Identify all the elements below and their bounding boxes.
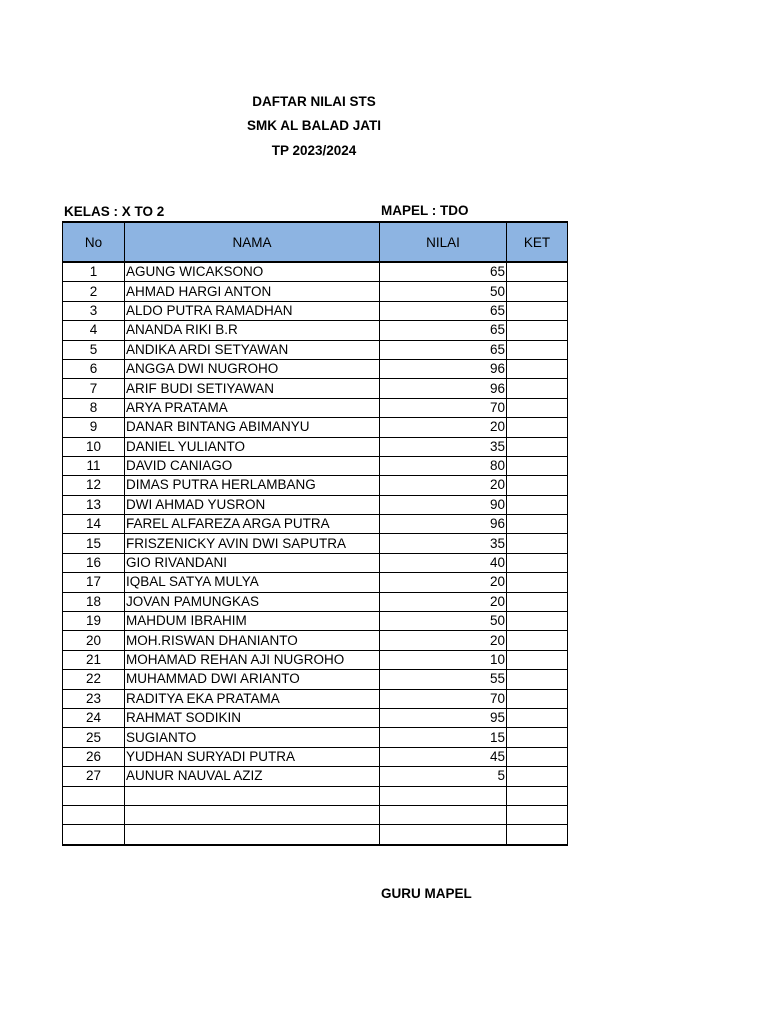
column-header-no: No [63,222,125,262]
table-row [63,689,568,708]
grades-table [62,221,568,846]
cell-nilai: 65 [380,262,507,282]
cell-nilai [380,805,507,824]
cell-nama: JOVAN PAMUNGKAS [125,592,380,611]
cell-nilai: 35 [380,534,507,553]
cell-nilai: 96 [380,359,507,378]
cell-nama: SUGIANTO [125,728,380,747]
cell-no: 4 [63,321,125,340]
cell-ket [507,631,568,650]
cell-nama [125,805,380,824]
cell-nilai: 96 [380,379,507,398]
cell-nama [125,786,380,805]
cell-nama: YUDHAN SURYADI PUTRA [125,747,380,766]
cell-nama: MOH.RISWAN DHANIANTO [125,631,380,650]
cell-nama: RADITYA EKA PRATAMA [125,689,380,708]
cell-no: 15 [63,534,125,553]
table-header-row [63,222,568,262]
cell-nilai: 70 [380,398,507,417]
cell-no: 24 [63,708,125,727]
cell-ket [507,747,568,766]
cell-ket [507,340,568,359]
school-name: SMK AL BALAD JATI [247,118,381,133]
cell-ket [507,379,568,398]
cell-ket [507,282,568,301]
table-row [63,321,568,340]
cell-no: 2 [63,282,125,301]
cell-ket [507,728,568,747]
cell-nilai: 80 [380,456,507,475]
cell-nama: DAVID CANIAGO [125,456,380,475]
cell-no: 21 [63,650,125,669]
column-header-nama: NAMA [125,222,380,262]
cell-nilai: 65 [380,301,507,320]
cell-nilai: 70 [380,689,507,708]
cell-no [63,805,125,824]
table-row [63,398,568,417]
cell-no: 5 [63,340,125,359]
column-header-nilai: NILAI [380,222,507,262]
cell-nilai: 35 [380,437,507,456]
cell-nilai: 20 [380,592,507,611]
cell-nama: DWI AHMAD YUSRON [125,495,380,514]
cell-ket [507,553,568,572]
cell-no: 22 [63,670,125,689]
cell-ket [507,495,568,514]
cell-ket [507,708,568,727]
cell-nama: ANANDA RIKI B.R [125,321,380,340]
cell-nama: ARYA PRATAMA [125,398,380,417]
table-row [63,767,568,786]
cell-nama: RAHMAT SODIKIN [125,708,380,727]
school-year: TP 2023/2024 [271,143,357,158]
subject-label: MAPEL : TDO [381,203,469,218]
cell-ket [507,767,568,786]
cell-nama: FAREL ALFAREZA ARGA PUTRA [125,515,380,534]
cell-no: 9 [63,418,125,437]
table-row [63,631,568,650]
table-row [63,573,568,592]
cell-no [63,825,125,845]
cell-nilai: 55 [380,670,507,689]
cell-ket [507,670,568,689]
cell-no: 1 [63,262,125,282]
table-row [63,495,568,514]
cell-nilai: 20 [380,631,507,650]
cell-ket [507,650,568,669]
cell-ket [507,612,568,631]
document-title: DAFTAR NILAI STS [252,94,376,109]
cell-ket [507,476,568,495]
table-row [63,359,568,378]
cell-ket [507,262,568,282]
table-row [63,262,568,282]
cell-nama: IQBAL SATYA MULYA [125,573,380,592]
table-row [63,437,568,456]
table-row [63,456,568,475]
cell-ket [507,825,568,845]
cell-no: 17 [63,573,125,592]
cell-nilai: 95 [380,708,507,727]
cell-nama: DANIEL YULIANTO [125,437,380,456]
table-row [63,553,568,572]
cell-ket [507,418,568,437]
class-label: KELAS : X TO 2 [64,204,165,219]
cell-nilai: 50 [380,282,507,301]
table-row [63,786,568,805]
cell-nilai: 65 [380,321,507,340]
cell-nama: ANGGA DWI NUGROHO [125,359,380,378]
cell-no: 27 [63,767,125,786]
cell-ket [507,689,568,708]
cell-nama: AHMAD HARGI ANTON [125,282,380,301]
cell-no: 3 [63,301,125,320]
cell-ket [507,786,568,805]
cell-nilai: 20 [380,418,507,437]
cell-no: 10 [63,437,125,456]
cell-no: 14 [63,515,125,534]
cell-nilai: 15 [380,728,507,747]
table-row [63,592,568,611]
cell-no: 11 [63,456,125,475]
table-row [63,379,568,398]
cell-no: 25 [63,728,125,747]
cell-nilai: 10 [380,650,507,669]
cell-nilai: 65 [380,340,507,359]
cell-ket [507,534,568,553]
table-row [63,650,568,669]
cell-nama: FRISZENICKY AVIN DWI SAPUTRA [125,534,380,553]
cell-no: 13 [63,495,125,514]
cell-no: 6 [63,359,125,378]
table-row [63,612,568,631]
cell-no: 19 [63,612,125,631]
cell-ket [507,301,568,320]
cell-nama [125,825,380,845]
cell-ket [507,359,568,378]
cell-nama: ARIF BUDI SETIYAWAN [125,379,380,398]
table-row [63,728,568,747]
cell-nilai: 45 [380,747,507,766]
cell-nama: MUHAMMAD DWI ARIANTO [125,670,380,689]
cell-ket [507,573,568,592]
cell-nama: AUNUR NAUVAL AZIZ [125,767,380,786]
table-row [63,340,568,359]
table-row [63,476,568,495]
table-row [63,534,568,553]
cell-no: 20 [63,631,125,650]
table-row [63,670,568,689]
table-row [63,825,568,845]
cell-ket [507,805,568,824]
table-row [63,301,568,320]
cell-nama: ALDO PUTRA RAMADHAN [125,301,380,320]
table-row [63,805,568,824]
cell-ket [507,398,568,417]
cell-ket [507,437,568,456]
cell-no: 18 [63,592,125,611]
cell-nama: AGUNG WICAKSONO [125,262,380,282]
column-header-ket: KET [507,222,568,262]
cell-nilai [380,786,507,805]
cell-nilai: 96 [380,515,507,534]
table-row [63,418,568,437]
cell-no: 12 [63,476,125,495]
signature-label: GURU MAPEL [381,886,472,901]
cell-nama: DANAR BINTANG ABIMANYU [125,418,380,437]
cell-nama: MOHAMAD REHAN AJI NUGROHO [125,650,380,669]
cell-no [63,786,125,805]
cell-nilai: 5 [380,767,507,786]
cell-nilai: 50 [380,612,507,631]
cell-nilai: 40 [380,553,507,572]
cell-ket [507,515,568,534]
cell-nilai: 20 [380,573,507,592]
cell-no: 26 [63,747,125,766]
table-row [63,282,568,301]
cell-nilai [380,825,507,845]
cell-nama: GIO RIVANDANI [125,553,380,572]
cell-no: 23 [63,689,125,708]
cell-nilai: 90 [380,495,507,514]
cell-nama: ANDIKA ARDI SETYAWAN [125,340,380,359]
table-body [63,262,568,845]
table-row [63,515,568,534]
cell-no: 7 [63,379,125,398]
cell-nama: MAHDUM IBRAHIM [125,612,380,631]
table-row [63,708,568,727]
cell-ket [507,592,568,611]
cell-nama: DIMAS PUTRA HERLAMBANG [125,476,380,495]
cell-no: 8 [63,398,125,417]
cell-no: 16 [63,553,125,572]
cell-ket [507,321,568,340]
table-row [63,747,568,766]
cell-ket [507,456,568,475]
cell-nilai: 20 [380,476,507,495]
